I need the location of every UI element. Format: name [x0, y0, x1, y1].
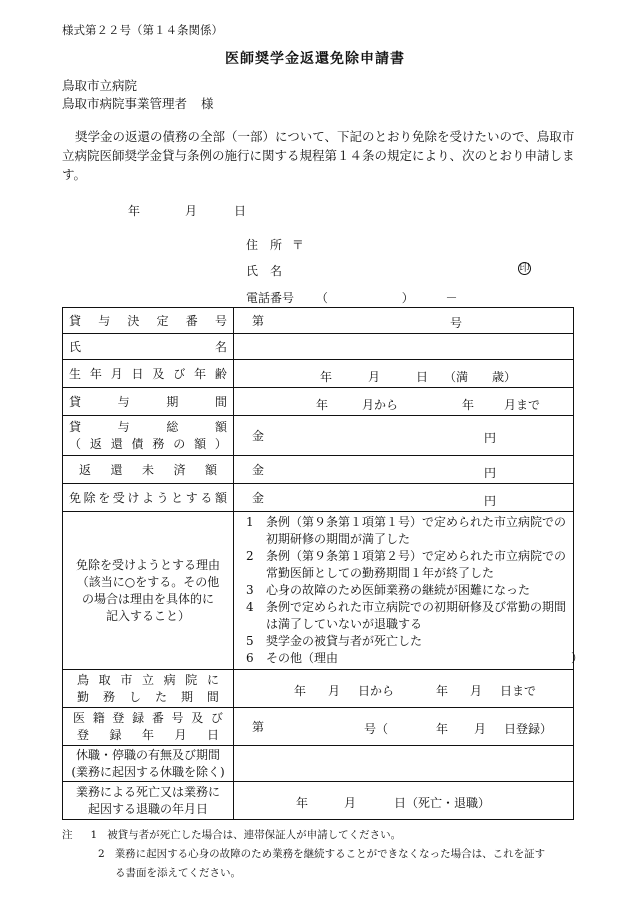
total-label-line2: （ 返 還 債 務 の 額 ）	[69, 436, 227, 451]
birth-month: 月	[368, 370, 381, 384]
unpaid-kin: 金	[252, 463, 265, 477]
unpaid-field[interactable]	[234, 456, 574, 484]
application-form-table	[62, 307, 584, 820]
reason-6-num: 6	[246, 651, 254, 665]
row-loan-period	[63, 388, 574, 416]
birth-label: 生 年 月 日 及 び 年 齢	[63, 360, 234, 388]
row-work-period	[63, 670, 574, 708]
date-year-label: 年	[128, 204, 141, 218]
reason-1-num: 1	[246, 515, 254, 529]
loan-number-field[interactable]	[234, 308, 574, 334]
reason-3-num: 3	[246, 583, 254, 597]
reason-option-5[interactable]	[246, 633, 573, 650]
row-leave	[63, 746, 574, 782]
work-month-to: 月	[470, 684, 483, 698]
exempt-yen: 円	[484, 494, 497, 508]
reason-5-num: 5	[246, 634, 254, 648]
reason-4-line1: 条例で定められた市立病院での初期研修及び常勤の期間	[266, 600, 567, 614]
address-label: 住 所	[246, 238, 283, 252]
recipient-hospital: 鳥取市立病院	[62, 78, 138, 93]
reason-2-line1: 条例（第９条第１項第２号）で定められた市立病院での	[266, 549, 567, 563]
total-kin: 金	[252, 429, 265, 443]
registration-label	[63, 708, 234, 746]
registration-day: 日登録）	[504, 722, 553, 736]
exempt-kin: 金	[252, 491, 265, 505]
reason-option-2[interactable]	[246, 548, 573, 582]
work-month-from: 月	[328, 684, 341, 698]
work-period-label	[63, 670, 234, 708]
total-yen: 円	[484, 431, 497, 445]
reason-1-line1: 条例（第９条第１項第１号）で定められた市立病院での	[266, 515, 567, 529]
applicant-name	[246, 262, 282, 279]
birth-year: 年	[320, 370, 333, 384]
work-period-label-line2: 勤 務 し た 期 間	[77, 689, 219, 704]
reason-label	[63, 512, 234, 670]
name-field[interactable]	[234, 334, 574, 360]
loan-number-go: 号	[450, 316, 463, 330]
row-unpaid	[63, 456, 574, 484]
work-period-field[interactable]	[234, 670, 574, 708]
period-label: 貸 与 期 間	[63, 388, 234, 416]
leave-field[interactable]	[234, 746, 574, 782]
row-loan-number	[63, 308, 574, 334]
reason-option-3[interactable]	[246, 582, 573, 599]
leave-label-line2: (業務に起因する休職を除く)	[71, 764, 225, 779]
intro-paragraph: 奨学金の返還の債務の全部（一部）について、下記のとおり免除を受けたいので、鳥取市立病院医師奨学金貸与条例の施行に関する規程第１４条の規定により、次のとおり申請します。	[62, 129, 575, 182]
phone-open: （	[315, 291, 328, 305]
reason-6-close: ）	[571, 651, 584, 665]
death-month: 月	[344, 796, 357, 810]
registration-label-line1: 医 籍 登 録 番 号 及 び	[73, 710, 223, 725]
row-death-retirement	[63, 782, 574, 820]
registration-month: 月	[474, 722, 487, 736]
period-to: 月まで	[504, 398, 541, 412]
name-label: 氏 名	[246, 264, 283, 278]
form-number: 様式第２２号（第１４条関係）	[62, 23, 223, 37]
loan-number-label-text: 貸 与 決 定 番 号	[69, 314, 227, 328]
note-2-num: 2	[98, 848, 105, 860]
loan-number-dai: 第	[252, 314, 265, 328]
reason-option-4[interactable]	[246, 599, 573, 633]
period-year-to: 年	[462, 398, 475, 412]
work-period-label-line1: 鳥 取 市 立 病 院 に	[77, 672, 219, 687]
birth-age: （満 歳）	[444, 370, 517, 384]
death-label-line2: 起因する退職の年月日	[87, 801, 208, 816]
registration-label-line2: 登 録 年 月 日	[77, 727, 219, 742]
registration-year: 年	[436, 722, 449, 736]
birth-field[interactable]	[234, 360, 574, 388]
total-label-line1: 貸 与 総 額	[69, 419, 227, 434]
reason-1-line2: 初期研修の期間が満了した	[266, 532, 411, 546]
note-2-text-b: る書面を添えてください。	[115, 867, 241, 879]
note-prefix: 注	[62, 829, 73, 841]
work-year-from: 年	[294, 684, 307, 698]
note-2-cont	[62, 864, 545, 883]
unpaid-yen: 円	[484, 466, 497, 480]
period-field[interactable]	[234, 388, 574, 416]
recipient-honorific: 様	[201, 96, 214, 111]
reason-label-line4: 記入すること）	[105, 608, 190, 623]
row-total-amount	[63, 416, 574, 456]
reason-5-line1: 奨学金の被貸与者が死亡した	[266, 634, 423, 648]
loan-number-label	[63, 308, 234, 334]
note-1-num: 1	[90, 829, 98, 841]
birth-day: 日	[416, 370, 429, 384]
reason-2-num: 2	[246, 549, 254, 563]
applicant-phone	[246, 289, 458, 306]
death-label-line1: 業務による死亡又は業務に	[75, 784, 220, 799]
date-month-label: 月	[185, 204, 198, 218]
row-birth	[63, 360, 574, 388]
total-label	[63, 416, 234, 456]
row-exempt-amount	[63, 484, 574, 512]
row-name	[63, 334, 574, 360]
application-date	[128, 202, 246, 219]
postal-mark: 〒	[291, 238, 304, 252]
reason-6-line1: その他（理由	[266, 651, 339, 665]
death-field[interactable]	[234, 782, 574, 820]
name-row-label	[63, 334, 234, 360]
exempt-field[interactable]	[234, 484, 574, 512]
reason-option-6[interactable]	[246, 650, 584, 667]
date-day-label: 日	[234, 204, 247, 218]
death-year: 年	[296, 796, 309, 810]
row-registration	[63, 708, 574, 746]
note-2	[62, 845, 545, 864]
registration-field[interactable]	[234, 708, 574, 746]
recipient-manager	[62, 94, 214, 112]
reason-option-1[interactable]	[246, 514, 573, 548]
phone-close: ）	[401, 291, 414, 305]
reason-label-line1: 免除を受けようとする理由	[75, 557, 220, 572]
period-year-from: 年	[316, 398, 329, 412]
registration-go: 号（	[364, 722, 389, 736]
reason-label-line2: （該当に○をする。その他	[76, 574, 220, 589]
reason-4-line2: は満了していないが退職する	[266, 617, 423, 631]
reason-4-num: 4	[246, 600, 254, 614]
row-reason	[63, 512, 574, 670]
work-to: 日まで	[500, 684, 537, 698]
total-field[interactable]	[234, 416, 574, 456]
applicant-address	[246, 236, 304, 253]
note-1	[62, 826, 545, 845]
phone-label: 電話番号	[246, 291, 295, 305]
note-1-text: 被貸与者が死亡した場合は、連帯保証人が申請してください。	[107, 829, 402, 841]
leave-label-line1: 休職・停職の有無及び期間	[75, 747, 220, 762]
death-label	[63, 782, 234, 820]
unpaid-label: 返 還 未 済 額	[63, 456, 234, 484]
reason-label-line3: の場合は理由を具体的に	[81, 591, 214, 606]
recipient-manager-title: 鳥取市病院事業管理者	[62, 96, 188, 111]
period-from: 月から	[362, 398, 399, 412]
phone-dash: －	[445, 291, 458, 305]
leave-label	[63, 746, 234, 782]
document-title: 医師奨学金返還免除申請書	[225, 51, 405, 67]
name-row-label-a: 氏	[69, 340, 82, 354]
exempt-label: 免 除 を 受 け よ う と す る 額	[63, 484, 234, 512]
seal-mark: 印	[519, 263, 530, 274]
notes	[62, 826, 545, 883]
reason-3-line1: 心身の故障のため医師業務の継続が困難になった	[266, 583, 531, 597]
note-2-text-a: 業務に起因する心身の故障のため業務を継続することができなくなった場合は、これを証す	[114, 848, 546, 860]
reason-2-line2: 常勤医師としての勤務期間１年が終了した	[266, 566, 495, 580]
reason-options[interactable]	[234, 512, 584, 670]
registration-dai: 第	[252, 720, 265, 734]
name-row-label-b: 名	[214, 340, 227, 354]
work-year-to: 年	[436, 684, 449, 698]
work-from: 日から	[358, 684, 395, 698]
death-day: 日（死亡・退職）	[394, 796, 491, 810]
